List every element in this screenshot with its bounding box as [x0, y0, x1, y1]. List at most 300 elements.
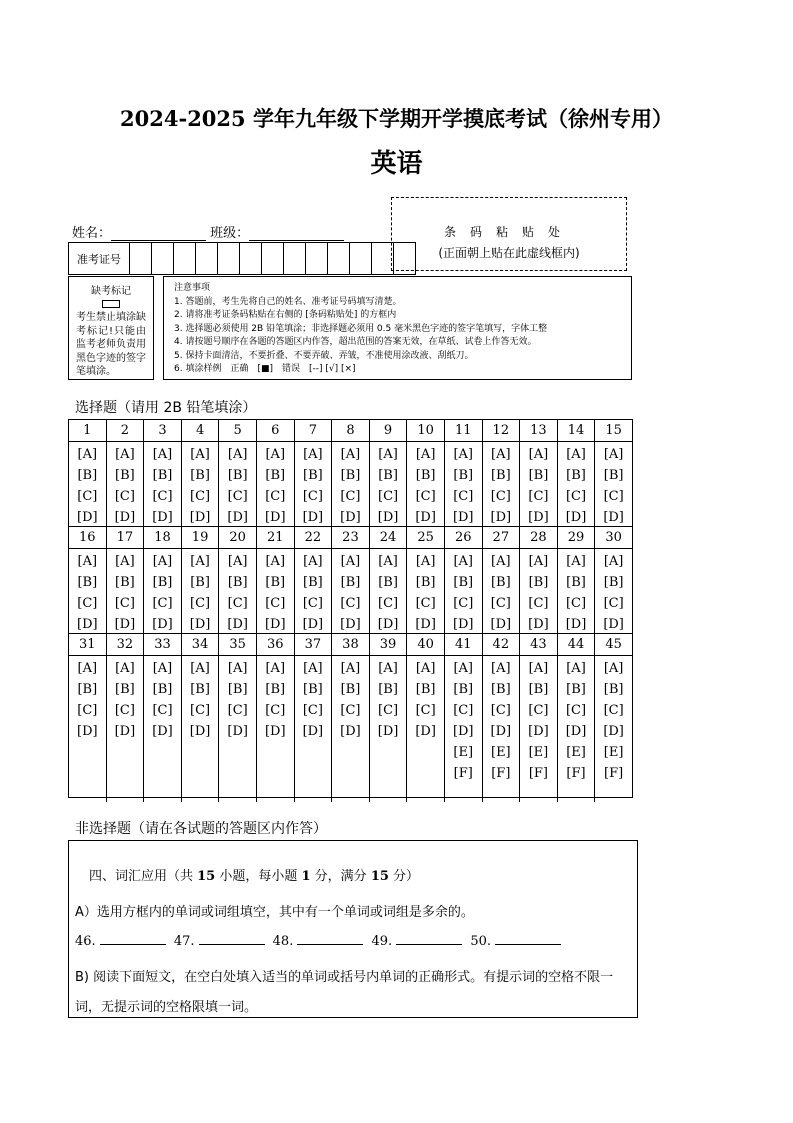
option-bubble[interactable]: [B]: [566, 682, 586, 697]
option-bubble[interactable]: [A]: [303, 661, 323, 676]
answer-blank[interactable]: [396, 932, 462, 945]
question-options: [69, 656, 107, 802]
option-bubble[interactable]: [D]: [603, 724, 624, 739]
option-bubble[interactable]: [F]: [491, 766, 511, 781]
question-options: [407, 442, 445, 526]
option-bubble[interactable]: [A]: [491, 554, 511, 569]
question-number: 33: [144, 634, 182, 655]
vocab-section-heading: [89, 865, 419, 884]
option-bubble[interactable]: [B]: [303, 468, 323, 483]
absent-instructions: 考生禁止填涂缺考标记!只能由监考老师负责用黑色字迹的签字笔填涂。: [76, 312, 146, 377]
option-bubble[interactable]: [D]: [227, 724, 248, 739]
option-bubble[interactable]: [C]: [114, 489, 135, 504]
option-bubble[interactable]: [D]: [264, 724, 286, 739]
exam-id-cell[interactable]: [328, 243, 350, 274]
question-number: 20: [219, 527, 257, 548]
option-bubble[interactable]: [A]: [190, 661, 210, 676]
question-options: [332, 442, 370, 526]
absent-title: 缺考标记: [91, 286, 131, 297]
option-bubble[interactable]: [D]: [227, 510, 248, 525]
option-bubble[interactable]: [B]: [528, 575, 549, 590]
question-options: [295, 656, 333, 802]
exam-id-cell[interactable]: [196, 243, 218, 274]
exam-id-cell[interactable]: [350, 243, 372, 274]
option-bubble[interactable]: [B]: [415, 468, 436, 483]
option-bubble[interactable]: [D]: [452, 510, 474, 525]
option-bubble[interactable]: [E]: [491, 745, 511, 760]
option-bubble[interactable]: [A]: [340, 447, 361, 462]
option-bubble[interactable]: [F]: [604, 766, 624, 781]
option-bubble[interactable]: [C]: [378, 596, 399, 611]
option-bubble[interactable]: [B]: [190, 468, 210, 483]
option-bubble[interactable]: [D]: [377, 724, 399, 739]
option-bubble[interactable]: [B]: [115, 682, 135, 697]
option-bubble[interactable]: [D]: [415, 724, 436, 739]
question-options: [144, 549, 182, 633]
option-bubble[interactable]: [A]: [152, 447, 173, 462]
option-bubble[interactable]: [D]: [490, 724, 512, 739]
question-options: [144, 442, 182, 526]
option-bubble[interactable]: [C]: [565, 703, 587, 718]
nonchoice-section-title: 非选择题（请在各试题的答题区内作答）: [75, 821, 327, 837]
option-bubble[interactable]: [C]: [565, 489, 587, 504]
question-number: 42: [483, 634, 521, 655]
option-bubble[interactable]: [D]: [302, 510, 324, 525]
option-bubble[interactable]: [A]: [528, 554, 549, 569]
option-bubble[interactable]: [A]: [415, 447, 436, 462]
question-options: [182, 549, 220, 633]
question-number: 3: [144, 420, 182, 441]
option-bubble[interactable]: [A]: [453, 447, 473, 462]
question-number-row: [69, 420, 632, 442]
question-options: [182, 656, 220, 802]
option-bubble[interactable]: [B]: [265, 468, 286, 483]
option-bubble[interactable]: [C]: [77, 596, 98, 611]
exam-id-cell[interactable]: [394, 243, 415, 274]
option-bubble[interactable]: [D]: [114, 510, 136, 525]
question-number: 2: [107, 420, 145, 441]
option-bubble[interactable]: [D]: [114, 724, 136, 739]
option-bubble[interactable]: [C]: [77, 489, 98, 504]
heading-part: 小题，每小题: [215, 869, 302, 884]
question-options: [370, 442, 408, 526]
option-bubble[interactable]: [C]: [528, 489, 549, 504]
question-options: [407, 656, 445, 802]
blank-number: 50.: [470, 934, 491, 949]
option-bubble[interactable]: [A]: [115, 447, 135, 462]
option-bubble[interactable]: [A]: [378, 447, 398, 462]
option-bubble[interactable]: [A]: [340, 661, 361, 676]
question-number: 34: [182, 634, 220, 655]
barcode-area: [391, 197, 627, 271]
option-block: [69, 442, 632, 527]
option-bubble[interactable]: [A]: [227, 661, 248, 676]
option-bubble[interactable]: [A]: [190, 554, 210, 569]
question-number: 13: [520, 420, 558, 441]
option-bubble[interactable]: [A]: [453, 554, 473, 569]
option-bubble[interactable]: [A]: [528, 661, 549, 676]
option-bubble[interactable]: [B]: [152, 468, 173, 483]
option-bubble[interactable]: [D]: [377, 510, 399, 525]
option-bubble[interactable]: [A]: [603, 554, 624, 569]
note-item: 6. 填涂样例 正确 [■] 错误 [--] [√] [×]: [174, 364, 356, 374]
question-options: [219, 442, 257, 526]
question-number: 43: [520, 634, 558, 655]
option-bubble[interactable]: [B]: [340, 682, 361, 697]
question-options: [483, 549, 521, 633]
option-bubble[interactable]: [D]: [152, 617, 173, 632]
answer-blank[interactable]: [495, 932, 561, 945]
question-number: 23: [332, 527, 370, 548]
option-bubble[interactable]: [A]: [415, 661, 436, 676]
option-bubble[interactable]: [B]: [566, 575, 586, 590]
option-bubble[interactable]: [B]: [453, 575, 474, 590]
question-number: 18: [144, 527, 182, 548]
option-bubble[interactable]: [C]: [302, 703, 323, 718]
question-number: 40: [407, 634, 445, 655]
question-number-row: [69, 527, 632, 549]
answer-grid: [68, 419, 633, 798]
option-bubble[interactable]: [D]: [302, 724, 324, 739]
question-number: 30: [605, 530, 622, 545]
question-options: [69, 442, 107, 526]
option-bubble[interactable]: [C]: [528, 596, 549, 611]
option-bubble[interactable]: [D]: [415, 510, 436, 525]
option-bubble[interactable]: [C]: [227, 489, 248, 504]
question-options: [558, 656, 596, 802]
option-bubble[interactable]: [B]: [528, 468, 549, 483]
absent-checkbox[interactable]: [102, 300, 120, 308]
option-bubble[interactable]: [A]: [152, 661, 173, 676]
option-bubble[interactable]: [F]: [453, 766, 473, 781]
option-bubble[interactable]: [D]: [189, 617, 211, 632]
question-number: 41: [445, 634, 483, 655]
option-bubble[interactable]: [C]: [453, 703, 474, 718]
option-bubble[interactable]: [D]: [565, 724, 587, 739]
exam-id-cell[interactable]: [130, 243, 152, 274]
option-bubble[interactable]: [B]: [603, 575, 624, 590]
option-bubble[interactable]: [C]: [265, 703, 286, 718]
option-bubble[interactable]: [A]: [566, 661, 586, 676]
option-bubble[interactable]: [A]: [603, 447, 624, 462]
name-class-line: [72, 222, 344, 241]
option-bubble[interactable]: [E]: [528, 745, 549, 760]
option-bubble[interactable]: [A]: [378, 661, 398, 676]
option-bubble[interactable]: [B]: [528, 682, 549, 697]
option-bubble[interactable]: [C]: [415, 596, 436, 611]
option-bubble[interactable]: [B]: [415, 682, 436, 697]
exam-id-cell[interactable]: [174, 243, 196, 274]
option-bubble[interactable]: [D]: [452, 724, 474, 739]
option-bubble[interactable]: [C]: [340, 596, 361, 611]
option-bubble[interactable]: [B]: [227, 468, 248, 483]
question-number: 28: [520, 527, 558, 548]
option-bubble[interactable]: [C]: [190, 489, 211, 504]
option-bubble[interactable]: [A]: [77, 554, 98, 569]
option-bubble[interactable]: [C]: [453, 489, 474, 504]
option-bubble[interactable]: [C]: [603, 489, 624, 504]
option-bubble[interactable]: [D]: [114, 617, 136, 632]
option-bubble[interactable]: [D]: [377, 617, 399, 632]
question-count: 15: [197, 869, 216, 884]
option-bubble[interactable]: [C]: [490, 703, 511, 718]
exam-id-cell[interactable]: [306, 243, 328, 274]
question-number: 9: [370, 420, 408, 441]
question-number: 37: [295, 634, 333, 655]
option-bubble[interactable]: [C]: [302, 596, 323, 611]
option-bubble[interactable]: [A]: [340, 554, 361, 569]
option-bubble[interactable]: [C]: [603, 596, 624, 611]
question-options: [445, 442, 483, 526]
question-options: [558, 549, 596, 633]
option-bubble[interactable]: [A]: [566, 554, 586, 569]
question-number: 36: [257, 634, 295, 655]
question-options: [595, 656, 632, 802]
option-bubble[interactable]: [B]: [490, 575, 511, 590]
notes-box: [163, 276, 632, 380]
note-item: 5. 保持卡面清洁，不要折叠、不要弄破、弄皱，不准使用涂改液、刮纸刀。: [174, 350, 474, 361]
option-bubble[interactable]: [D]: [302, 617, 324, 632]
name-field[interactable]: [111, 226, 206, 241]
option-bubble[interactable]: [B]: [190, 682, 210, 697]
question-number: 19: [182, 527, 220, 548]
option-bubble[interactable]: [C]: [565, 596, 587, 611]
answer-blank[interactable]: [100, 932, 166, 945]
question-number: 44: [558, 634, 596, 655]
option-bubble[interactable]: [A]: [77, 661, 98, 676]
option-bubble[interactable]: [C]: [190, 703, 211, 718]
option-bubble[interactable]: [F]: [566, 766, 586, 781]
option-bubble[interactable]: [C]: [528, 703, 549, 718]
option-bubble[interactable]: [B]: [77, 682, 98, 697]
question-number: 29: [558, 527, 596, 548]
note-item: 4. 请按题号顺序在各题的答题区内作答，超出范围的答案无效，在草纸、试卷上作答无效。: [174, 337, 537, 347]
exam-id-cell[interactable]: [372, 243, 394, 274]
option-bubble[interactable]: [B]: [453, 682, 474, 697]
option-bubble[interactable]: [A]: [603, 661, 624, 676]
option-bubble[interactable]: [C]: [415, 489, 436, 504]
option-bubble[interactable]: [C]: [603, 703, 624, 718]
option-bubble[interactable]: [D]: [452, 617, 474, 632]
question-options: [219, 656, 257, 802]
question-number: 15: [605, 423, 622, 438]
option-bubble[interactable]: [B]: [603, 682, 624, 697]
option-bubble[interactable]: [C]: [490, 596, 511, 611]
option-bubble[interactable]: [B]: [378, 575, 398, 590]
option-bubble[interactable]: [C]: [190, 596, 211, 611]
option-bubble[interactable]: [E]: [453, 745, 474, 760]
option-bubble[interactable]: [C]: [378, 489, 399, 504]
option-block: [69, 549, 632, 634]
name-label: 姓名：: [72, 226, 112, 241]
option-bubble[interactable]: [D]: [152, 724, 173, 739]
option-bubble[interactable]: [B]: [603, 468, 624, 483]
option-bubble[interactable]: [C]: [77, 703, 98, 718]
option-bubble[interactable]: [A]: [303, 447, 323, 462]
question-number: 35: [219, 634, 257, 655]
option-bubble[interactable]: [A]: [265, 554, 286, 569]
question-options: [370, 656, 408, 802]
answer-blank[interactable]: [297, 932, 363, 945]
option-bubble[interactable]: [C]: [152, 703, 173, 718]
exam-id-cell[interactable]: [240, 243, 262, 274]
option-bubble[interactable]: [A]: [77, 447, 98, 462]
option-bubble[interactable]: [B]: [265, 575, 286, 590]
question-number: 12: [483, 420, 521, 441]
option-bubble[interactable]: [B]: [227, 682, 248, 697]
option-bubble[interactable]: [B]: [490, 468, 511, 483]
option-bubble[interactable]: [D]: [264, 617, 286, 632]
exam-id-label: 准考证号: [69, 243, 130, 274]
option-bubble[interactable]: [D]: [77, 724, 98, 739]
option-bubble[interactable]: [A]: [265, 661, 286, 676]
option-bubble[interactable]: [C]: [378, 703, 399, 718]
exam-id-cell[interactable]: [284, 243, 306, 274]
question-number: 45: [605, 637, 622, 652]
option-bubble[interactable]: [A]: [491, 447, 511, 462]
question-options: [107, 549, 145, 633]
note-item: 3. 选择题必须使用 2B 铅笔填涂；非选择题必须用 0.5 毫米黑色字迹的签字笔填写，字体工整: [174, 323, 548, 334]
option-block: [69, 656, 632, 802]
option-bubble[interactable]: [E]: [566, 745, 586, 760]
option-bubble[interactable]: [B]: [115, 575, 135, 590]
option-bubble[interactable]: [C]: [490, 489, 511, 504]
option-bubble[interactable]: [D]: [565, 617, 587, 632]
option-bubble[interactable]: [D]: [152, 510, 173, 525]
question-options: [445, 656, 483, 802]
option-bubble[interactable]: [D]: [528, 724, 549, 739]
option-bubble[interactable]: [A]: [115, 661, 135, 676]
question-options: [595, 549, 632, 633]
option-bubble[interactable]: [A]: [152, 554, 173, 569]
option-bubble[interactable]: [D]: [603, 617, 624, 632]
option-bubble[interactable]: [D]: [189, 510, 211, 525]
question-options: [257, 549, 295, 633]
option-bubble[interactable]: [B]: [415, 575, 436, 590]
option-bubble[interactable]: [B]: [152, 575, 173, 590]
blank-number: 47.: [173, 934, 195, 949]
option-bubble[interactable]: [B]: [340, 468, 361, 483]
question-number: 39: [370, 634, 408, 655]
option-bubble[interactable]: [B]: [77, 468, 98, 483]
option-bubble[interactable]: [D]: [490, 510, 512, 525]
option-bubble[interactable]: [D]: [490, 617, 512, 632]
option-bubble[interactable]: [A]: [415, 554, 436, 569]
option-bubble[interactable]: [D]: [528, 510, 549, 525]
question-number: 14: [558, 420, 596, 441]
option-bubble[interactable]: [C]: [415, 703, 436, 718]
option-bubble[interactable]: [C]: [152, 489, 173, 504]
option-bubble[interactable]: [C]: [302, 489, 323, 504]
question-number: 24: [370, 527, 408, 548]
option-bubble[interactable]: [D]: [603, 510, 624, 525]
question-options: [69, 549, 107, 633]
option-bubble[interactable]: [D]: [528, 617, 549, 632]
option-bubble[interactable]: [B]: [115, 468, 135, 483]
option-bubble[interactable]: [B]: [378, 682, 398, 697]
option-bubble[interactable]: [D]: [415, 617, 436, 632]
option-bubble[interactable]: [A]: [227, 554, 248, 569]
option-bubble[interactable]: [F]: [528, 766, 548, 781]
option-bubble[interactable]: [A]: [190, 447, 210, 462]
points-total: 15: [370, 869, 389, 884]
points-each: 1: [301, 869, 311, 884]
option-bubble[interactable]: [C]: [265, 489, 286, 504]
option-bubble[interactable]: [C]: [114, 596, 135, 611]
option-bubble[interactable]: [A]: [115, 554, 135, 569]
option-bubble[interactable]: [D]: [227, 617, 248, 632]
exam-id-cell[interactable]: [262, 243, 284, 274]
option-bubble[interactable]: [C]: [453, 596, 474, 611]
option-bubble[interactable]: [A]: [566, 447, 586, 462]
option-bubble[interactable]: [A]: [303, 554, 323, 569]
question-number: 21: [257, 527, 295, 548]
option-bubble[interactable]: [D]: [77, 510, 98, 525]
option-bubble[interactable]: [B]: [152, 682, 173, 697]
option-bubble[interactable]: [D]: [340, 724, 361, 739]
barcode-note: (正面朝上贴在此虚线框内): [438, 246, 580, 260]
option-bubble[interactable]: [B]: [490, 682, 511, 697]
option-bubble[interactable]: [B]: [340, 575, 361, 590]
question-number: 4: [182, 420, 220, 441]
option-bubble[interactable]: [B]: [378, 468, 398, 483]
option-bubble[interactable]: [E]: [603, 745, 624, 760]
question-options: [107, 656, 145, 802]
option-bubble[interactable]: [D]: [264, 510, 286, 525]
question-number: 5: [219, 420, 257, 441]
option-bubble[interactable]: [B]: [265, 682, 286, 697]
question-number: 6: [257, 420, 295, 441]
question-number: 11: [445, 420, 483, 441]
exam-id-cell[interactable]: [218, 243, 240, 274]
question-number: 32: [107, 634, 145, 655]
option-bubble[interactable]: [D]: [77, 617, 98, 632]
option-bubble[interactable]: [A]: [265, 447, 286, 462]
option-bubble[interactable]: [C]: [340, 489, 361, 504]
option-bubble[interactable]: [C]: [114, 703, 135, 718]
question-number: 38: [332, 634, 370, 655]
option-bubble[interactable]: [B]: [227, 575, 248, 590]
option-bubble[interactable]: [C]: [152, 596, 173, 611]
option-bubble[interactable]: [D]: [340, 617, 361, 632]
option-bubble[interactable]: [B]: [566, 468, 586, 483]
option-bubble[interactable]: [A]: [378, 554, 398, 569]
option-bubble[interactable]: [C]: [340, 703, 361, 718]
option-bubble[interactable]: [D]: [189, 724, 211, 739]
option-bubble[interactable]: [B]: [303, 575, 323, 590]
option-bubble[interactable]: [B]: [190, 575, 210, 590]
option-bubble[interactable]: [D]: [565, 510, 587, 525]
class-field[interactable]: [249, 226, 344, 241]
option-bubble[interactable]: [D]: [340, 510, 361, 525]
answer-blank[interactable]: [199, 932, 265, 945]
option-bubble[interactable]: [A]: [227, 447, 248, 462]
option-bubble[interactable]: [B]: [453, 468, 474, 483]
question-number: 8: [332, 420, 370, 441]
option-bubble[interactable]: [B]: [303, 682, 323, 697]
option-bubble[interactable]: [A]: [491, 661, 511, 676]
option-bubble[interactable]: [C]: [265, 596, 286, 611]
choice-section-title: 选择题（请用 2B 铅笔填涂）: [75, 400, 257, 416]
option-bubble[interactable]: [A]: [528, 447, 549, 462]
option-bubble[interactable]: [B]: [77, 575, 98, 590]
option-bubble[interactable]: [C]: [227, 703, 248, 718]
exam-id-cell[interactable]: [152, 243, 174, 274]
option-bubble[interactable]: [C]: [227, 596, 248, 611]
question-options: [520, 442, 558, 526]
option-bubble[interactable]: [A]: [453, 661, 473, 676]
part-a-instructions: A）选用方框内的单词或词组填空，其中有一个单词或词组是多余的。: [75, 905, 474, 920]
